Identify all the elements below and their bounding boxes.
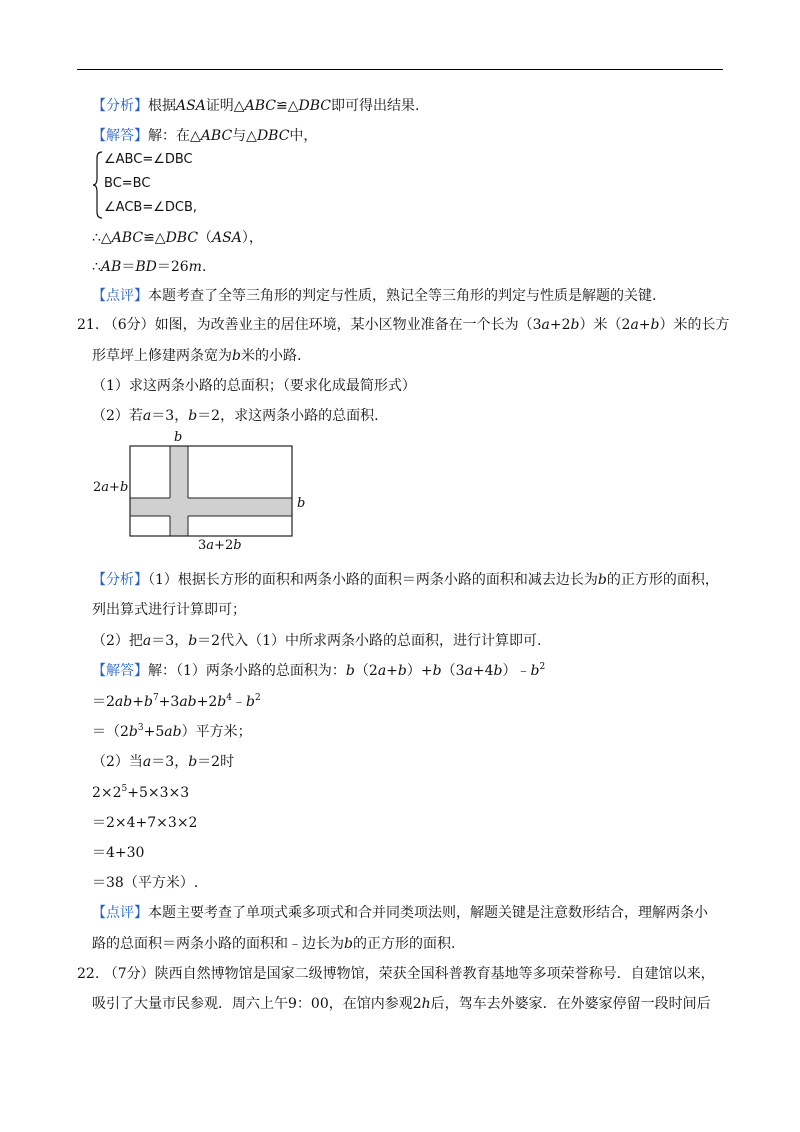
- q20-solution: 【解答】解：在△ABC与△DBC中，: [92, 128, 318, 144]
- q21-comment-line2: 路的总面积＝两条小路的面积和﹣边长为b的正方形的面积.: [92, 936, 456, 952]
- q21-stem-line1: 21. （6分）如图，为改善业主的居住环境，某小区物业准备在一个长为（3a+2b）米（2a+b）米的长方: [77, 317, 730, 333]
- analysis-tag: 【分析】: [92, 572, 148, 588]
- label-right: b: [297, 496, 306, 511]
- q20-comment: 【点评】本题考查了全等三角形的判定与性质，熟记全等三角形的判定与性质是解题的关键.: [92, 288, 657, 304]
- q21-solution-line2: $=2ab+b^7+3ab+2b^4﹣b^2$: [92, 693, 261, 710]
- solution-tag: 【解答】: [92, 128, 148, 144]
- q21-analysis: 【分析】（1）根据长方形的面积和两条小路的面积＝两条小路的面积和减去边长为b的正方形的面积，: [92, 572, 719, 588]
- q20-therefore-1: ∴△ABC≌△DBC（ASA），: [92, 230, 263, 246]
- lawn-rectangle: [130, 446, 292, 536]
- equation-system: [92, 150, 212, 220]
- header-rule: [77, 69, 723, 70]
- label-left: 2a+b: [93, 480, 129, 495]
- q21-solution-line4: （2）当a＝3，b＝2时: [92, 754, 235, 770]
- label-top: b: [174, 430, 183, 445]
- analysis-tag: 【分析】: [92, 98, 148, 114]
- q21-analysis-line2: 列出算式进行计算即可；: [92, 602, 246, 618]
- comment-tag: 【点评】: [92, 905, 148, 921]
- q21-solution-line6: ＝2×4+7×3×2: [92, 815, 198, 831]
- q22-line2: 吸引了大量市民参观．周六上午9：00，在馆内参观2h后，驾车去外婆家．在外婆家停留一段时间后: [92, 996, 711, 1012]
- solution-tag: 【解答】: [92, 663, 148, 679]
- q22-line1: 22. （7分）陕西自然博物馆是国家二级博物馆，荣获全国科普教育基地等多项荣誉称号．自建馆以来，: [77, 966, 715, 982]
- q21-solution-line8: ＝38（平方米）.: [92, 875, 199, 891]
- system-row: BC=BC: [104, 176, 151, 191]
- left-brace-icon: [92, 150, 104, 220]
- q21-solution-line1: 【解答】解：（1）两条小路的总面积为：$b(2a+b)+b(3a+4b)﹣b^2$: [92, 662, 546, 679]
- q21-analysis-part2: （2）把a＝3，b＝2代入（1）中所求两条小路的总面积，进行计算即可.: [92, 633, 542, 649]
- q20-therefore-2: ∴AB＝BD＝26m.: [92, 259, 207, 275]
- question-number: 21.: [77, 317, 100, 333]
- q21-part2: （2）若a＝3，b＝2，求这两条小路的总面积.: [92, 408, 379, 424]
- comment-tag: 【点评】: [92, 288, 148, 304]
- label-bottom: 3a+2b: [198, 538, 242, 553]
- q21-stem-line2: 形草坪上修建两条宽为b米的小路.: [92, 348, 302, 364]
- q21-comment: 【点评】本题主要考查了单项式乘多项式和合并同类项法则，解题关键是注意数形结合，理解两条小: [92, 905, 708, 921]
- question-number: 22.: [77, 966, 100, 982]
- road-horizontal: [130, 498, 292, 516]
- q21-solution-line7: ＝4+30: [92, 845, 145, 861]
- q21-part1: （1）求这两条小路的总面积；（要求化成最简形式）: [92, 378, 416, 394]
- road-vertical: [170, 446, 188, 536]
- system-row: ∠ACB=∠DCB,: [104, 200, 197, 215]
- q21-solution-line3: $=(2b^3+5ab)$平方米；: [92, 723, 252, 740]
- q20-analysis: 【分析】根据ASA证明△ABC≌△DBC即可得出结果.: [92, 98, 420, 114]
- lawn-figure: [88, 432, 318, 556]
- system-row: ∠ABC=∠DBC: [104, 152, 193, 167]
- q21-solution-line5: $2\times 2^5+5\times 3\times 3$: [92, 784, 190, 801]
